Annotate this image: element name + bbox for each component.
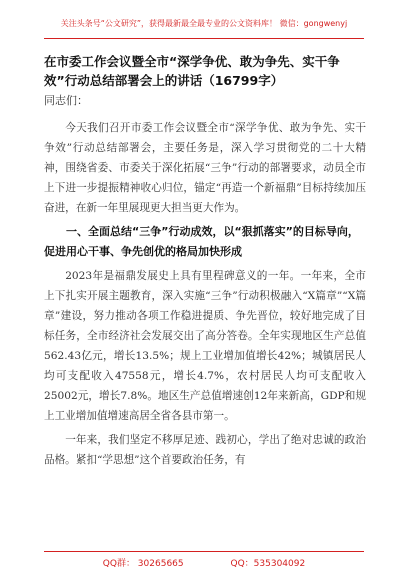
header-banner: 关注头条号“公文研究”，获得最新最全最专业的公文资料库！ 微信：gongwenyj <box>60 19 348 28</box>
footer-qq-group: QQ群： 30265665 <box>102 559 184 569</box>
document-body <box>44 52 366 474</box>
section-1-paragraph-1: 2023年是福鼎发展史上具有里程碑意义的一年。一年来，全市上下扎实开展主题教育，深入实施“三争”行动积极融入“X篇章”“X篇章”建设，努力推动各项工作稳进提质、争先晋位，较好地完成了目标任务，全市经济社会发展交出了高分答卷。全年实现地区生产总值562.43亿元，增长13.5%；规上工业增加值增长42%；城镇居民人均可支配收入47558元，增长4.7%，农村居民人均可支配收入25002元，增长7.8%。地区生产总值增速创12年来新高，GDP和规上工业增加值增速高居全省各县市第一。 <box>44 270 366 422</box>
footer-divider <box>44 551 364 552</box>
footer <box>0 556 408 569</box>
section-1-heading: 一、全面总结“三争”行动成效，以“狠抓落实”的目标导向，促进用心干事、争先创优的格局加快形成 <box>44 225 359 258</box>
section-1-paragraph-2: 一年来，我们坚定不移厚足迹、践初心，学出了绝对忠诚的政治品格。紧扣“学思想”这个首要政治任务，有 <box>44 434 366 466</box>
footer-qq: QQ：535304092 <box>230 559 306 569</box>
header-divider <box>44 38 364 39</box>
document-title: 在市委工作会议暨全市“深学争优、敢为争先、实干争效”行动总结部署会上的讲话（16799字） <box>44 54 340 88</box>
greeting: 同志们： <box>44 94 88 107</box>
intro-paragraph: 今天我们召开市委工作会议暨全市“深学争优、敢为争先、实干争效”行动总结部署会，主要任务是，深入学习贯彻党的二十大精神，围绕省委、市委关于深化拓展“三争”行动的部署要求，动员全市上下进一步提振精神收心归位，锚定“再造一个新福鼎”目标持续加压奋进，在新一年里展现更大担当更大作为。 <box>44 122 366 214</box>
